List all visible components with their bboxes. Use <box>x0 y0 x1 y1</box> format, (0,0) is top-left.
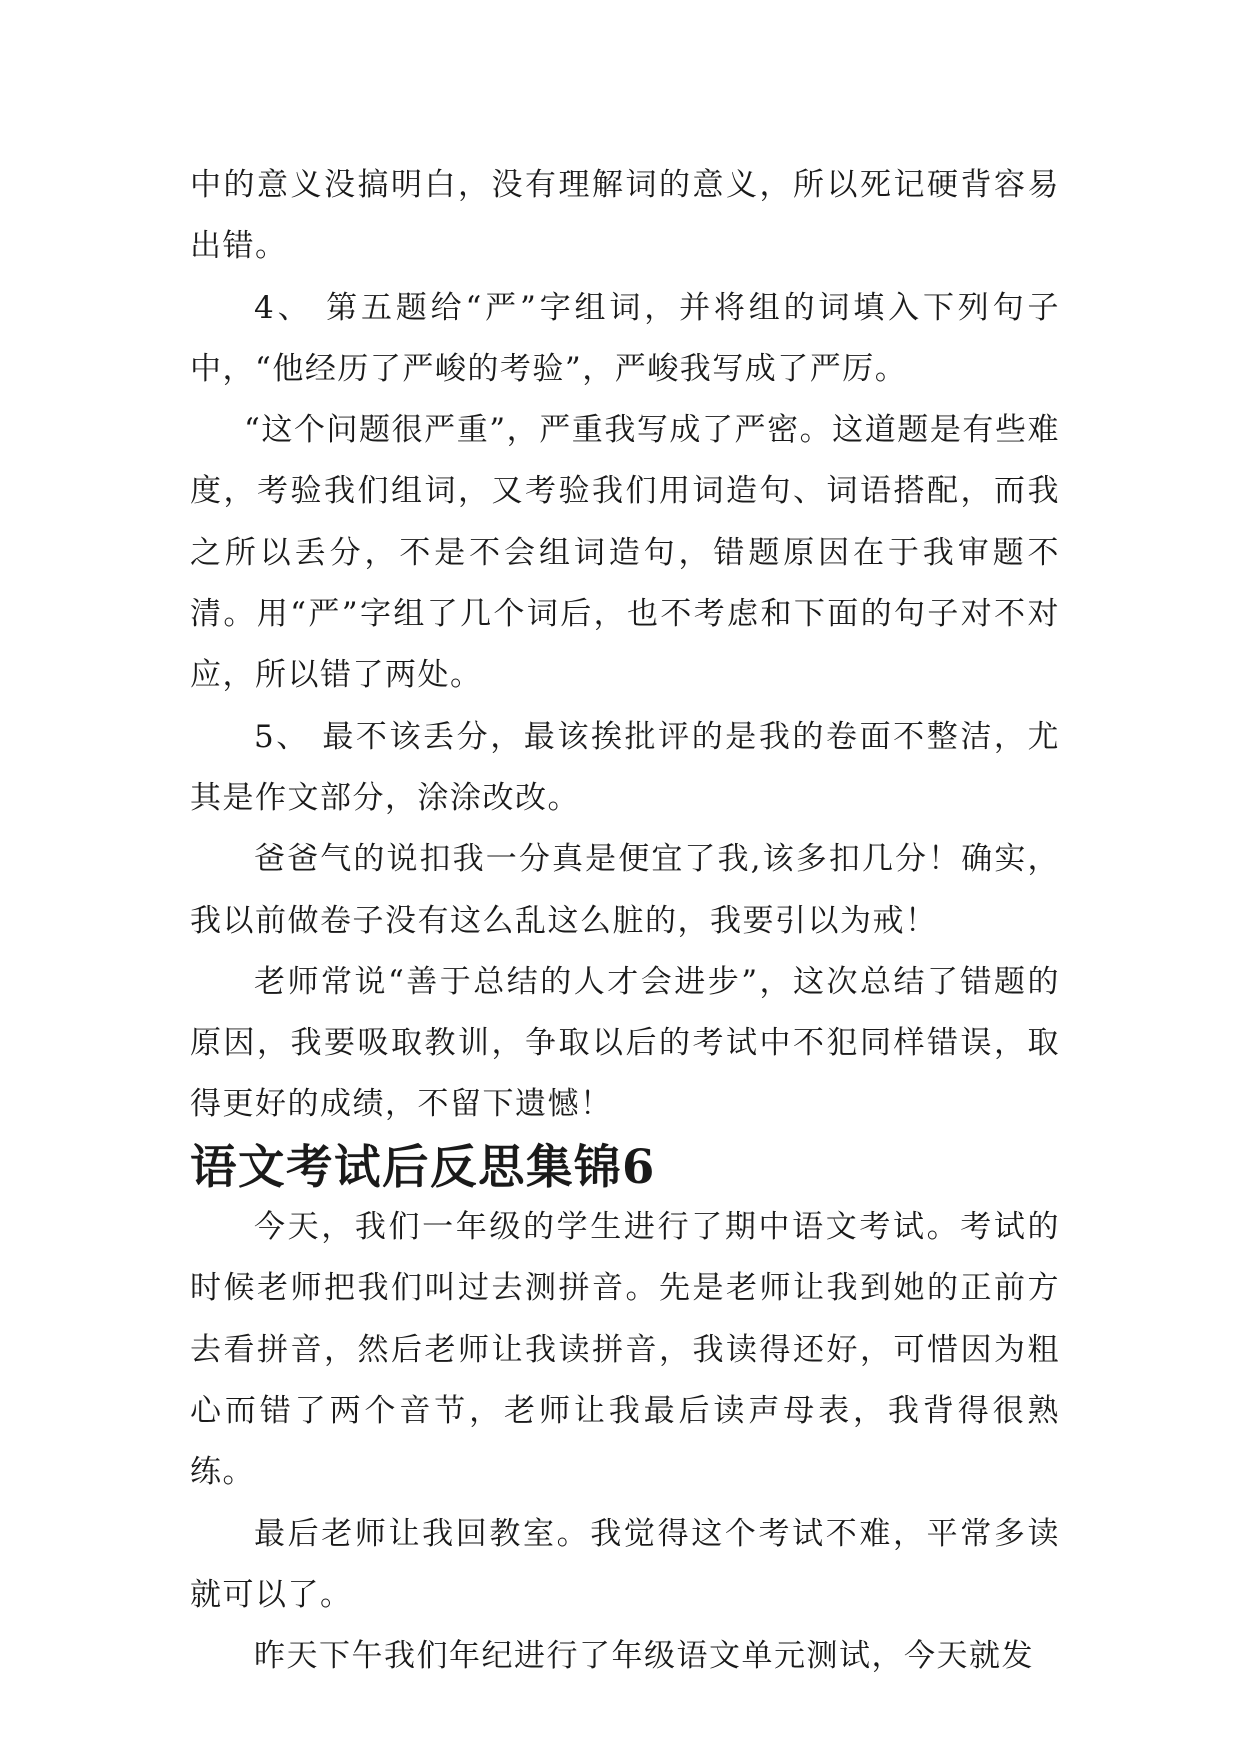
document-body <box>190 155 1060 1687</box>
paragraph-exam-today: 今天，我们一年级的学生进行了期中语文考试。考试的时候老师把我们叫过去测拼音。先是老师让我到她的正前方去看拼音，然后老师让我读拼音，我读得还好，可惜因为粗心而错了两个音节，老师让我最后读声母表，我背得很熟练。 <box>190 1209 1060 1491</box>
paragraph-item-4: 4、 第五题给“严”字组词，并将组的词填入下列句子中，“他经历了严峻的考验”，严峻我写成了严厉。 <box>190 289 1060 387</box>
paragraph-continued: 中的意义没搞明白，没有理解词的意义，所以死记硬背容易出错。 <box>190 167 1060 265</box>
paragraph-teacher-saying: 老师常说“善于总结的人才会进步”，这次总结了错题的原因，我要吸取教训，争取以后的考试中不犯同样错误，取得更好的成绩，不留下遗憾！ <box>190 963 1060 1123</box>
paragraph-item-5: 5、 最不该丢分，最该挨批评的是我的卷面不整洁，尤其是作文部分，涂涂改改。 <box>190 718 1060 816</box>
section-heading: 语文考试后反思集锦6 <box>190 1138 656 1194</box>
paragraph-return-classroom: 最后老师让我回教室。我觉得这个考试不难，平常多读就可以了。 <box>190 1515 1060 1613</box>
paragraph-unit-test: 昨天下午我们年纪进行了年级语文单元测试，今天就发 <box>254 1638 1034 1675</box>
paragraph-item-4-detail: “这个问题很严重”，严重我写成了严密。这道题是有些难度，考验我们组词，又考验我们用词造句、词语搭配，而我之所以丢分，不是不会组词造句，错题原因在于我审题不清。用“严”字组了几个词后，也不考虑和下面的句子对不对应，所以错了两处。 <box>190 412 1060 694</box>
paragraph-father-comment: 爸爸气的说扣我一分真是便宜了我,该多扣几分！确实，我以前做卷子没有这么乱这么脏的，我要引以为戒！ <box>190 841 1060 939</box>
